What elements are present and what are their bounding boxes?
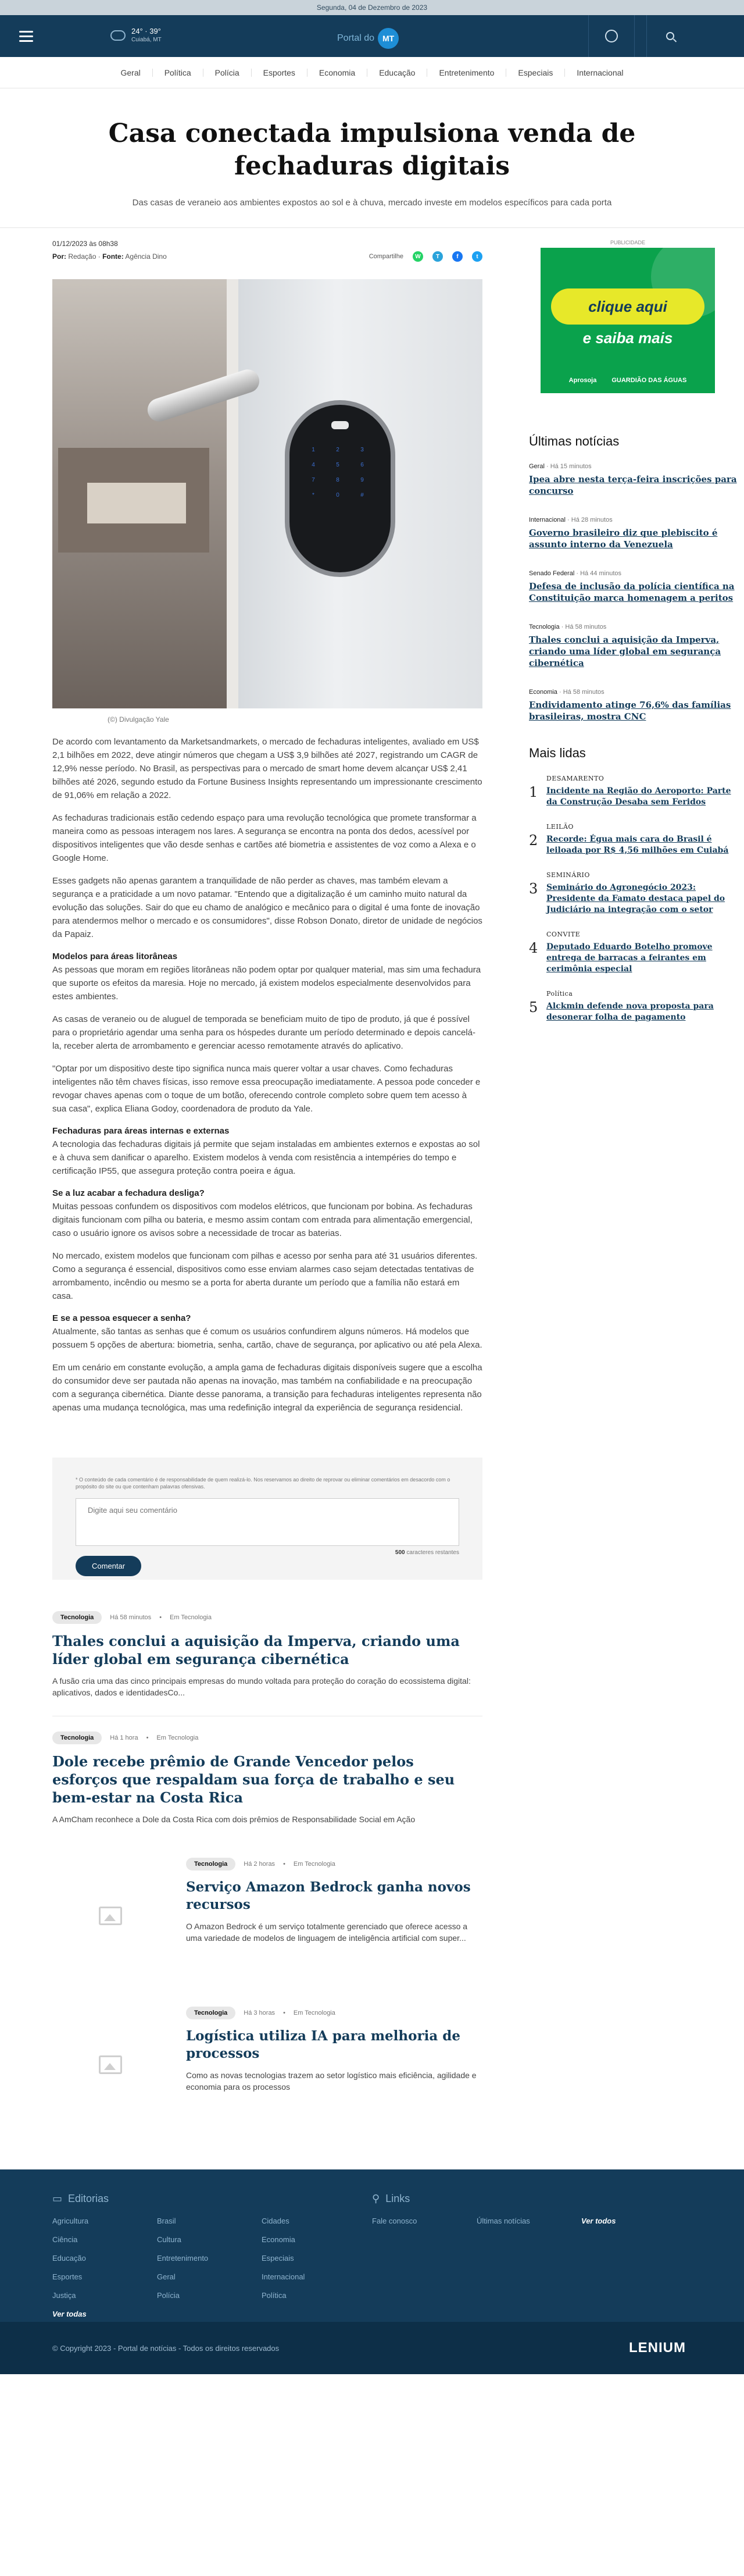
related-item[interactable]: Tecnologia Há 58 minutos • Em Tecnologia Thales conclui a aquisição da Imperva, criando uma líder global em segurança cibernética A fusão cria uma das cinco principais empresas do mundo voltada para proteção do coração do ecossistema digital: aplicativos, dados e identidadesCo... <box>52 1611 482 1716</box>
image-icon <box>99 1907 122 1925</box>
thumbnail-placeholder[interactable] <box>52 2007 169 2123</box>
latest-item: Geral · Há 15 minutos Ipea abre nesta terça-feira inscrições para concurso <box>529 463 744 497</box>
latest-link[interactable]: Defesa de inclusão da polícia científica na Constituição marca homenagem a peritos <box>529 581 735 603</box>
most-read-category: SEMINÁRIO <box>546 871 590 879</box>
smart-lock-image: 1 2 3 4 5 6 7 8 9 * 0 # <box>285 400 395 577</box>
author-label: Por: <box>52 252 66 261</box>
developer-logo[interactable]: LENIUM <box>629 2340 686 2356</box>
ad-cta[interactable]: clique aqui <box>551 288 704 325</box>
latest-category: Economia <box>529 689 557 696</box>
source-label: Fonte: <box>102 252 124 261</box>
related-summary: A fusão cria uma das cinco principais empresas do mundo voltada para proteção do coração do ecossistema digital: aplicativos, dados e identidadesCo... <box>52 1676 471 1697</box>
related-title[interactable]: Logística utiliza IA para melhoria de processos <box>186 2028 460 2061</box>
nav-item-esportes[interactable]: Esportes <box>251 69 307 77</box>
most-read-item <box>529 775 744 808</box>
ad-brand-logo: Aprosoja <box>568 377 597 384</box>
section-heading: Se a luz acabar a fechadura desliga? <box>52 1188 205 1198</box>
share-bar <box>369 251 482 262</box>
comment-input[interactable] <box>76 1498 459 1546</box>
latest-link[interactable]: Thales conclui a aquisição da Imperva, criando uma líder global em segurança cibernética <box>529 635 721 668</box>
nav-item-internacional[interactable]: Internacional <box>564 69 635 77</box>
related-item[interactable]: Tecnologia Há 1 hora • Em Tecnologia Dole recebe prêmio de Grande Vencedor pelos esforços que respaldam sua força de trabalho e seu bem-estar na Costa Rica A AmCham reconhece a Dole da Costa Rica com dois prêmios de Responsabilidade Social em Ação <box>52 1716 482 1843</box>
paragraph: Em um cenário em constante evolução, a ampla gama de fechaduras digitais disponíveis sugere que a escolha do consumidor deve ser pautada não apenas na inovação, mas também na confiabilidade e na preocupação com a segurança cibernética. Diante desse panorama, a transição para fechaduras inteligentes representa não apenas uma mudança tecnológica, mas uma redefinição integral da experiência de segurança residencial. <box>52 1363 482 1413</box>
category-tag[interactable]: Tecnologia <box>186 2007 235 2019</box>
most-read <box>512 746 744 1023</box>
latest-category: Senado Federal <box>529 570 575 577</box>
current-date: Segunda, 04 de Dezembro de 2023 <box>316 3 428 12</box>
share-label: Compartilhe <box>369 253 403 260</box>
category-tag[interactable]: Tecnologia <box>52 1611 102 1624</box>
footer-bottom-bar <box>0 2322 744 2374</box>
footer-editorias <box>52 2193 372 2318</box>
footer-link[interactable]: Cultura <box>157 2235 181 2244</box>
news-section: Em Tecnologia <box>293 1861 335 1868</box>
article-header <box>0 88 744 227</box>
latest-item: Internacional · Há 28 minutos Governo brasileiro diz que plebiscito é assunto interno da Venezuela <box>529 516 744 550</box>
footer-link[interactable]: Entretenimento <box>157 2254 209 2263</box>
paragraph: As pessoas que moram em regiões litorâneas não podem optar por qualquer material, mas sim uma fechadura que suporte os efeitos da maresia. Hoje no mercado, já existem modelos especialmente desenvolvidos para estes ambientes. <box>52 965 481 1002</box>
author-name: Redação <box>68 252 96 261</box>
latest-link[interactable]: Ipea abre nesta terça-feira inscrições para concurso <box>529 474 737 496</box>
nav-item-educacao[interactable]: Educação <box>367 69 427 77</box>
footer-link[interactable]: Brasil <box>157 2217 176 2225</box>
editorias-title: Editorias <box>68 2193 109 2204</box>
most-read-link[interactable]: Incidente na Região do Aeroporto: Parte da Construção Desaba sem Feridos <box>546 786 731 807</box>
thumbnail-placeholder[interactable] <box>52 1858 169 1974</box>
source-name: Agência Dino <box>125 252 167 261</box>
most-read-item <box>529 823 744 856</box>
footer-link[interactable]: Cidades <box>262 2217 289 2225</box>
paragraph: No mercado, existem modelos que funcionam com pilhas e acesso por senha para até 31 usuários diferentes. Como a segurança é essencial, dispositivos como esse enviam alarmes caso sejam detectadas tentativas de arrombamento, incêndio ou mesmo se a porta for aberta durante um período que a família não estará em casa. <box>52 1251 478 1301</box>
paragraph: A tecnologia das fechaduras digitais já permite que sejam instaladas em ambientes externos e expostas ao sol e à chuva sem danificar o aparelho. Existem modelos à venda com resistência a intempéries do tempo e certificação IP55, que assegura proteção contra poeira e água. <box>52 1139 480 1176</box>
footer-link[interactable]: Política <box>262 2291 287 2300</box>
nav-item-economia[interactable]: Economia <box>307 69 367 77</box>
rank-number: 1 <box>529 784 538 800</box>
site-footer <box>0 2169 744 2374</box>
article-column: 01/12/2023 às 08h38 Por: Redação · Fonte: Agência Dino Compartilhe W T f t 1 2 3 4 5 6 7 8 9 * 0 # (©) Divulgação Yale De acordo com levantamento da Marketsandmarkets, o mercado de fechaduras inteligentes, avaliado em US$ 2,1 bilhões em 2022, deve atingir números que chegam a US$ 3,9 bilhões até 2027, registrando um CAGR de 12,9% nesse período. No Brasil, as perspectivas para o mercado de smart home devem alcançar US$ 2,41 bilhões até 2026, segundo estudo da Fortune Business Insights representando um impressionante crescimento de 91,06% em relação a 2022. As fechaduras tradicionais estão cedendo espaço para uma revolução tecnológica que promete transformar a maneira como as pessoas interagem nos lares. A segurança se encontra na ponta dos dedos, acessível por dispositivos inteligentes que vão desde senhas e cartões até biometria e assistentes de voz como a Alexa e o Google Home. Esses gadgets não apenas garantem a tranquilidade de não perder as chaves, mas também elevam a segurança e a praticidade a um novo patamar. "Entendo que a digitalização é um caminho muito natural da evolução das soluções. Sair do que eu chamo de analógico e mecânico para o digital é uma fonte de inovação para atendermos melhor o mercado e os consumidores", disse Robson Donato, diretor de unidade de negócios da Papaiz. Modelos para áreas litorâneas As pessoas que moram em regiões litorâneas não podem optar por qualquer material, mas sim uma fechadura que suporte os efeitos da maresia. Hoje no mercado, já existem modelos especialmente desenvolvidos para estes ambientes. As casas de veraneio ou de aluguel de temporada se beneficiam muito de tipo de produto, já que é possível para o proprietário agendar uma senha para os hóspedes durante um período determinado e depois cancelá-la, receber alerta de arrombamento e gerenciar acesso remotamente através do aplicativo. "Optar por um dispositivo deste tipo significa nunca mais querer voltar a usar chaves. Como fechaduras inteligentes não têm chaves físicas, isso remove essa preocupação imediatamente. A pessoa pode conceder e revogar chaves apenas com o toque de um botão, oferecendo controle completo sobre quem tem acesso à sua casa", explica Eliana Godoy, coordenadora de produto da Yale. Fechaduras para áreas internas e externas A tecnologia das fechaduras digitais já permite que sejam instaladas em ambientes externos e expostas ao sol e à chuva sem danificar o aparelho. Existem modelos à venda com resistência a intempéries do tempo e certificação IP55, que assegura proteção contra poeira e água. Se a luz acabar a fechadura desliga? Muitas pessoas confundem os dispositivos com modelos elétricos, que funcionam por bobina. As fechaduras digitais funcionam com pilha ou bateria, e mesmo assim contam com entrada para alimentação emergencial, caso o usuário ignore os avisos sobre a necessidade de trocar as baterias. No mercado, existem modelos que funcionam com pilhas e acesso por senha para até 31 usuários diferentes. Como a segurança é essencial, dispositivos como esse enviam alarmes caso sejam detectadas tentativas de arrombamento, incêndio ou mesmo se a porta for aberta durante um período que a família não estará em casa. E se a pessoa esquecer a senha? Atualmente, são tantas as senhas que é comum os usuários confundirem alguns números. Há modelos que possuem 5 opções de abertura: biometria, senha, cartão, chave de segurança, por aplicativo ou até pela Alexa. Em um cenário em constante evolução, a ampla gama de fechaduras digitais disponíveis sugere que a escolha do consumidor deve ser pautada não apenas na inovação, mas também na confiabilidade e na preocupação com a segurança cibernética. Diante desse panorama, a transição para fechaduras inteligentes representa não apenas uma mudança tecnológica, mas uma redefinição integral da experiência de segurança residencial. * O conteúdo de cada comentário é de responsabilidade de quem realizá-lo. Nos reservamos ao direito de reprovar ou eliminar comentários em desacordo com o propósito do site ou que contenham palavras ofensivas. Digite aqui seu comentário 500 caracteres restantes Comentar Tecnologia Há 58 minutos • Em Tecnologia Thales conclui a aquisição da Imperva, criando uma líder global em segurança cibernética A fusão cria uma das cinco principais empresas do mundo voltada para proteção do coração do ecossistema digital: aplicativos, dados e identidadesCo... Tecnologia Há 1 hora • Em Tecnologia Dole recebe prêmio de Grande Vencedor pelos esforços que respaldam sua força de trabalho e seu bem-estar na Costa Rica A AmCham reconhece a Dole da Costa Rica com dois prêmios de Responsabilidade Social em Ação Tecnologia Há 2 horas • Em Tecnologia Serviço Amazon Bedrock ganha novos recursos O Amazon Bedrock é um serviço totalmente gerenciado que oferece acesso a uma variedade de modelos de linguagem de inteligência artificial com super... Tecnologia Há 3 horas • Em Tecnologia Logística utiliza IA para melhoria de processos Como as novas tecnologias trazem ao setor logístico mais eficiência, agilidade e economia para os processos <box>52 228 482 2140</box>
related-title[interactable]: Thales conclui a aquisição da Imperva, criando uma líder global em segurança cibernética <box>52 1633 460 1668</box>
paragraph: As casas de veraneio ou de aluguel de temporada se beneficiam muito de tipo de produto, já que é possível para o proprietário agendar uma senha para os hóspedes durante um período determinado e depois cancelá-la, receber alerta de arrombamento e gerenciar acesso remotamente através do aplicativo. <box>52 1014 475 1051</box>
latest-category: Tecnologia <box>529 623 560 630</box>
most-read-link[interactable]: Seminário do Agronegócio 2023: Presidente da Famato destaca papel do Judiciário na integração com o setor <box>546 883 725 914</box>
whatsapp-icon[interactable]: W <box>413 251 423 262</box>
most-read-link[interactable]: Deputado Eduardo Botelho promove entrega de barracas a feirantes em cerimônia especial <box>546 942 713 974</box>
paragraph: As fechaduras tradicionais estão cedendo espaço para uma revolução tecnológica que promete transformar a maneira como as pessoas interagem nos lares. A segurança se encontra na ponta dos dedos, acessível por dispositivos inteligentes que vão desde senhas e cartões até biometria e assistentes de voz como a Alexa e o Google Home. <box>52 813 477 863</box>
search-icon <box>666 32 674 40</box>
paragraph: De acordo com levantamento da Marketsandmarkets, o mercado de fechaduras inteligentes, avaliado em US$ 2,1 bilhões em 2022, deve atingir números que chegam a US$ 3,9 bilhões até 2027, registrando um CAGR de 12,9% nesse período. No Brasil, as perspectivas para o mercado de smart home devem alcançar US$ 2,41 bilhões até 2026, segundo estudo da Fortune Business Insights representando um impressionante crescimento de 91,06% em relação a 2022. <box>52 737 482 800</box>
weather-city: Cuiabá, MT <box>131 37 162 43</box>
article-date: 01/12/2023 às 08h38 <box>52 240 118 248</box>
most-read-link[interactable]: Recorde: Égua mais cara do Brasil é leiloada por R$ 4,56 milhões em Cuiabá <box>546 835 729 855</box>
weather-widget[interactable] <box>110 27 162 44</box>
ad-brand-logo: GUARDIÃO DAS ÁGUAS <box>611 377 687 384</box>
category-tag[interactable]: Tecnologia <box>52 1731 102 1744</box>
most-read-link[interactable]: Alckmin defende nova proposta para desonerar folha de pagamento <box>546 1002 714 1022</box>
related-summary: Como as novas tecnologias trazem ao setor logístico mais eficiência, agilidade e economia para os processos <box>186 2071 477 2092</box>
nav-item-politica[interactable]: Política <box>152 69 203 77</box>
char-count: 500 <box>395 1549 405 1556</box>
news-time: Há 2 horas <box>244 1861 276 1868</box>
facebook-icon[interactable]: f <box>452 251 463 262</box>
most-read-category: Política <box>546 990 573 997</box>
nav-item-geral[interactable]: Geral <box>120 67 141 77</box>
most-read-item <box>529 871 744 915</box>
accessibility-icon <box>605 30 618 42</box>
latest-category: Geral <box>529 463 545 470</box>
category-tag[interactable]: Tecnologia <box>186 1858 235 1870</box>
footer-link[interactable]: Polícia <box>157 2291 180 2300</box>
link-icon: ⚲ <box>372 2193 380 2204</box>
ad-subtext: e saiba mais <box>582 329 673 347</box>
latest-news-title: Últimas notícias <box>529 434 620 448</box>
links-title: Links <box>385 2193 410 2204</box>
rank-number: 2 <box>529 832 538 849</box>
comments-box <box>52 1458 482 1580</box>
news-section: Em Tecnologia <box>156 1734 199 1741</box>
most-read-category: DESAMARENTO <box>546 775 604 782</box>
main-nav <box>0 57 744 88</box>
article-body <box>52 735 482 1415</box>
latest-item: Senado Federal · Há 44 minutos Defesa de inclusão da polícia científica na Constituição marca homenagem a peritos <box>529 570 744 604</box>
related-item[interactable]: Tecnologia Há 2 horas • Em Tecnologia Serviço Amazon Bedrock ganha novos recursos O Amazon Bedrock é um serviço totalmente gerenciado que oferece acesso a uma variedade de modelos de linguagem de inteligência artificial com super... <box>52 1843 482 1991</box>
related-item[interactable]: Tecnologia Há 3 horas • Em Tecnologia Logística utiliza IA para melhoria de processos Como as novas tecnologias trazem ao setor logístico mais eficiência, agilidade e economia para os processos <box>52 1991 482 2140</box>
most-read-item <box>529 931 744 975</box>
char-count-label: caracteres restantes <box>406 1549 459 1556</box>
nav-item-especiais[interactable]: Especiais <box>506 69 564 77</box>
folder-icon: ▭ <box>52 2193 63 2204</box>
rank-number: 4 <box>529 940 538 956</box>
latest-item: Tecnologia · Há 58 minutos Thales conclui a aquisição da Imperva, criando uma líder global em segurança cibernética <box>529 623 744 669</box>
footer-link[interactable]: Educação <box>52 2254 86 2263</box>
site-logo[interactable] <box>337 28 399 49</box>
twitter-icon[interactable]: t <box>472 251 482 262</box>
news-time: Há 3 horas <box>244 2010 276 2016</box>
section-heading: Modelos para áreas litorâneas <box>52 952 178 961</box>
section-heading: Fechaduras para áreas internas e externas <box>52 1126 230 1136</box>
copyright: © Copyright 2023 - Portal de notícias - Todos os direitos reservados <box>52 2343 280 2353</box>
footer-link[interactable]: Fale conosco <box>372 2217 417 2225</box>
rank-number: 5 <box>529 999 538 1016</box>
submit-comment-button[interactable]: Comentar <box>76 1556 141 1576</box>
news-section: Em Tecnologia <box>170 1614 212 1621</box>
most-read-title: Mais lidas <box>529 746 586 760</box>
see-all-links[interactable]: Ver todos <box>581 2217 616 2225</box>
news-time: Há 58 minutos <box>110 1614 152 1621</box>
paragraph: Esses gadgets não apenas garantem a tranquilidade de não perder as chaves, mas também elevam a segurança e a praticidade a um novo patamar. "Entendo que a digitalização é um caminho muito natural da evolução das soluções. Sair do que eu chamo de analógico e mecânico para o digital é uma fonte de inovação para atendermos melhor o mercado e os consumidores", disse Robson Donato, diretor de unidade de negócios da Papaiz. <box>52 876 482 939</box>
article-title: Casa conectada impulsiona venda de fechaduras digitais <box>108 119 636 181</box>
section-heading: E se a pessoa esquecer a senha? <box>52 1313 191 1323</box>
telegram-icon[interactable]: T <box>432 251 443 262</box>
caption-text: Divulgação Yale <box>119 715 169 724</box>
logo-badge: MT <box>378 28 399 49</box>
nav-item-entretenimento[interactable]: Entretenimento <box>427 69 506 77</box>
related-title[interactable]: Dole recebe prêmio de Grande Vencedor pelos esforços que respaldam sua força de trabalho e seu bem-estar na Costa Rica <box>52 1753 455 1806</box>
article-photo <box>52 279 482 708</box>
footer-link[interactable]: Geral <box>157 2272 176 2281</box>
related-news <box>52 1580 482 2140</box>
latest-time: Há 58 minutos <box>565 623 607 630</box>
see-all-editorias[interactable]: Ver todas <box>52 2310 87 2318</box>
latest-link[interactable]: Governo brasileiro diz que plebiscito é assunto interno da Venezuela <box>529 528 718 550</box>
footer-link[interactable]: Especiais <box>262 2254 294 2263</box>
sidebar <box>482 228 744 2140</box>
photo-caption: (©) Divulgação Yale <box>108 715 169 724</box>
footer-link[interactable]: Esportes <box>52 2272 83 2281</box>
latest-time: Há 44 minutos <box>580 570 621 577</box>
latest-time: Há 58 minutos <box>563 689 604 696</box>
article-subtitle: Das casas de veraneio aos ambientes expostos ao sol e à chuva, mercado investe em modelos específicos para cada porta <box>132 198 612 208</box>
latest-category: Internacional <box>529 516 566 523</box>
news-time: Há 1 hora <box>110 1734 138 1741</box>
footer-link[interactable]: Últimas notícias <box>477 2217 530 2225</box>
site-header <box>0 15 744 57</box>
footer-link[interactable]: Justiça <box>52 2291 76 2300</box>
menu-icon[interactable] <box>0 15 52 57</box>
footer-link[interactable]: Ciência <box>52 2235 78 2244</box>
related-summary: A AmCham reconhece a Dole da Costa Rica com dois prêmios de Responsabilidade Social em Ação <box>52 1815 416 1824</box>
related-title[interactable]: Serviço Amazon Bedrock ganha novos recursos <box>186 1879 471 1912</box>
search-button[interactable] <box>646 15 693 57</box>
paragraph: "Optar por um dispositivo deste tipo significa nunca mais querer voltar a usar chaves. Como fechaduras inteligentes não têm chaves físicas, isso remove essa preocupação imediatamente. A pessoa pode conceder e revogar chaves apenas com o toque de um botão, oferecendo controle completo sobre quem tem acesso à sua casa", explica Eliana Godoy, coordenadora de produto da Yale. <box>52 1064 481 1114</box>
most-read-item <box>529 990 744 1023</box>
paragraph: Muitas pessoas confundem os dispositivos com modelos elétricos, que funcionam por bobina. As fechaduras digitais funcionam com pilha ou bateria, e mesmo assim contam com entrada para alimentação emergencial, caso o usuário ignore os avisos sobre a necessidade de trocar as baterias. <box>52 1202 473 1238</box>
related-summary: O Amazon Bedrock é um serviço totalmente gerenciado que oferece acesso a uma variedade de modelos de linguagem de inteligência artificial com super... <box>186 1922 468 1943</box>
news-section: Em Tecnologia <box>293 2010 335 2016</box>
most-read-category: LEILÃO <box>546 823 574 831</box>
latest-item: Economia · Há 58 minutos Endividamento atinge 76,6% das famílias brasileiras, mostra CNC <box>529 689 744 722</box>
latest-time: Há 15 minutos <box>550 463 592 470</box>
footer-link[interactable]: Agricultura <box>52 2217 89 2225</box>
weather-temps: 24° · 39° <box>131 27 161 35</box>
ad-label: PUBLICIDADE <box>610 240 646 245</box>
latest-link[interactable]: Endividamento atinge 76,6% das famílias brasileiras, mostra CNC <box>529 700 731 722</box>
latest-news <box>512 434 744 722</box>
footer-link[interactable]: Economia <box>262 2235 295 2244</box>
comments-disclaimer: * O conteúdo de cada comentário é de responsabilidade de quem realizá-lo. Nos reservamos ao direito de reprovar ou eliminar comentários em desacordo com o propósito do site ou que contenham palavras ofensivas. <box>76 1477 450 1490</box>
ad-banner[interactable] <box>541 248 715 393</box>
logo-text: Portal do <box>337 33 375 43</box>
latest-time: Há 28 minutos <box>571 516 613 523</box>
footer-links <box>372 2193 692 2318</box>
top-date-bar <box>0 0 744 15</box>
cloud-icon <box>110 30 126 41</box>
paragraph: Atualmente, são tantas as senhas que é comum os usuários confundirem alguns números. Há modelos que possuem 5 opções de abertura: biometria, senha, cartão, chave de segurança, por aplicativo ou até pela Alexa. <box>52 1327 482 1350</box>
image-icon <box>99 2055 122 2074</box>
nav-item-policia[interactable]: Polícia <box>203 69 251 77</box>
accessibility-button[interactable] <box>588 15 635 57</box>
char-counter <box>76 1549 459 1556</box>
footer-link[interactable]: Internacional <box>262 2272 305 2281</box>
rank-number: 3 <box>529 881 538 897</box>
most-read-category: CONVITE <box>546 931 581 938</box>
